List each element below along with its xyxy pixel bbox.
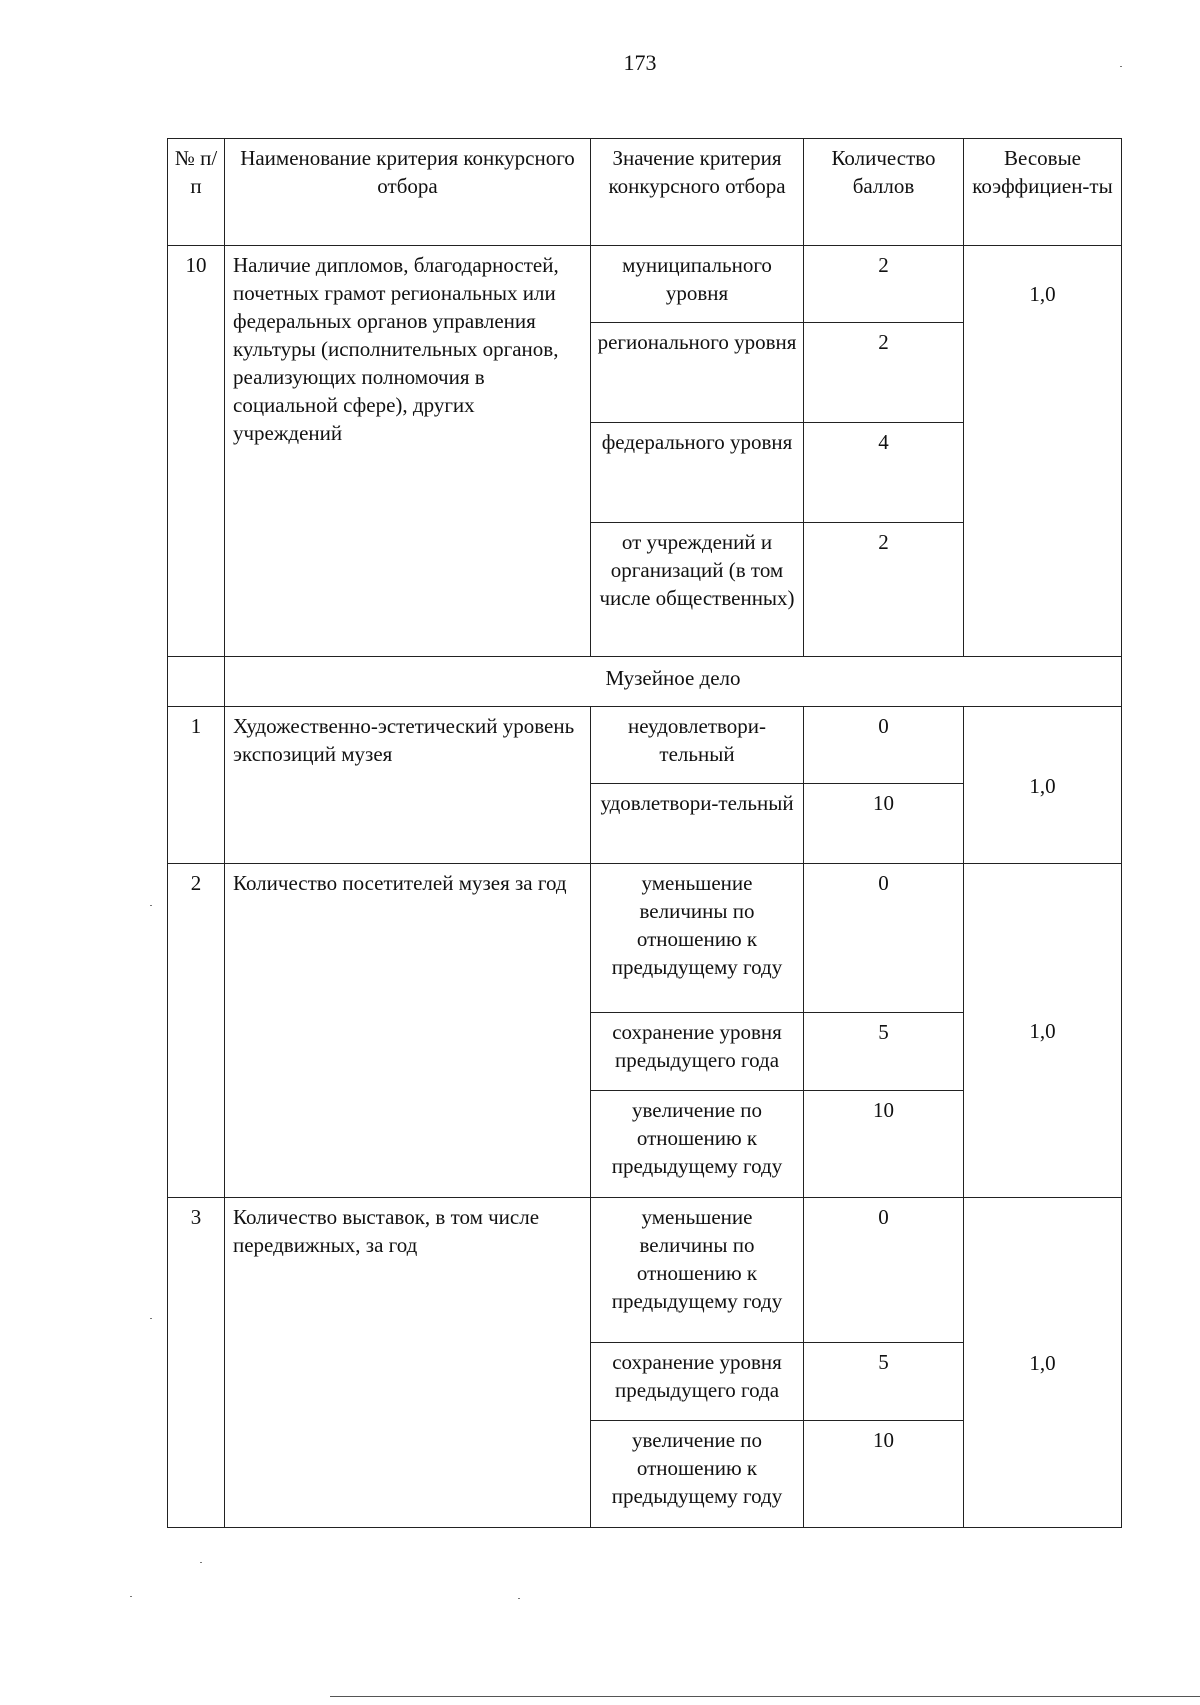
- scan-speck: [150, 905, 152, 906]
- criterion-points: 5: [804, 1343, 964, 1421]
- scan-edge-line: [330, 1696, 1200, 1697]
- criterion-value: удовлетвори-тельный: [591, 784, 804, 864]
- section-number-cell: [168, 657, 225, 707]
- criterion-name: Количество выставок, в том числе передвижных, за год: [225, 1198, 591, 1528]
- criterion-points: 2: [804, 246, 964, 323]
- criterion-value: неудовлетвори-тельный: [591, 707, 804, 784]
- table-row: [168, 864, 1122, 1013]
- criterion-weight: 1,0: [964, 707, 1122, 864]
- criterion-number: 3: [168, 1198, 225, 1528]
- criterion-points: 5: [804, 1013, 964, 1091]
- criterion-number: 10: [168, 246, 225, 657]
- header-row: [168, 139, 1122, 246]
- table-row: [168, 246, 1122, 323]
- scan-speck: [130, 1596, 132, 1597]
- criterion-value: сохранение уровня предыдущего года: [591, 1013, 804, 1091]
- criterion-weight: 1,0: [964, 864, 1122, 1198]
- criterion-value: федерального уровня: [591, 423, 804, 523]
- criterion-points: 10: [804, 1421, 964, 1528]
- criterion-value: уменьшение величины по отношению к предыдущему году: [591, 1198, 804, 1343]
- criterion-value: муниципального уровня: [591, 246, 804, 323]
- criterion-name: Наличие дипломов, благодарностей, почетных грамот региональных или федеральных органов управления культуры (исполнительных органов, реализующих полномочия в социальной сфере), других учреждений: [225, 246, 591, 657]
- criterion-points: 0: [804, 1198, 964, 1343]
- criterion-number: 2: [168, 864, 225, 1198]
- header-weight: Весовые коэффициен-ты: [964, 139, 1122, 246]
- header-value: Значение критерия конкурсного отбора: [591, 139, 804, 246]
- scan-speck: [518, 1598, 520, 1599]
- criterion-name: Количество посетителей музея за год: [225, 864, 591, 1198]
- criterion-value: регионального уровня: [591, 323, 804, 423]
- criterion-name: Художественно-эстетический уровень экспозиций музея: [225, 707, 591, 864]
- header-num: № п/п: [168, 139, 225, 246]
- criterion-points: 0: [804, 864, 964, 1013]
- criterion-value: увеличение по отношению к предыдущему году: [591, 1421, 804, 1528]
- criterion-weight: 1,0: [964, 246, 1122, 657]
- scan-speck: [200, 1562, 202, 1563]
- table-row: [168, 1198, 1122, 1343]
- header-points: Количество баллов: [804, 139, 964, 246]
- criterion-value: сохранение уровня предыдущего года: [591, 1343, 804, 1421]
- section-row: [168, 657, 1122, 707]
- criterion-points: 2: [804, 323, 964, 423]
- criterion-value: уменьшение величины по отношению к предыдущему году: [591, 864, 804, 1013]
- criterion-points: 10: [804, 1091, 964, 1198]
- criterion-points: 4: [804, 423, 964, 523]
- criteria-table: [167, 138, 1122, 1528]
- criterion-weight: 1,0: [964, 1198, 1122, 1528]
- criterion-points: 2: [804, 523, 964, 657]
- table-row: [168, 707, 1122, 784]
- criterion-value: от учреждений и организаций (в том числе общественных): [591, 523, 804, 657]
- criterion-points: 0: [804, 707, 964, 784]
- criterion-value: увеличение по отношению к предыдущему году: [591, 1091, 804, 1198]
- criterion-number: 1: [168, 707, 225, 864]
- scan-speck: [1120, 66, 1122, 67]
- section-title: Музейное дело: [225, 657, 1122, 707]
- header-name: Наименование критерия конкурсного отбора: [225, 139, 591, 246]
- page-number: 173: [623, 50, 657, 75]
- criterion-points: 10: [804, 784, 964, 864]
- scan-speck: [150, 1318, 152, 1319]
